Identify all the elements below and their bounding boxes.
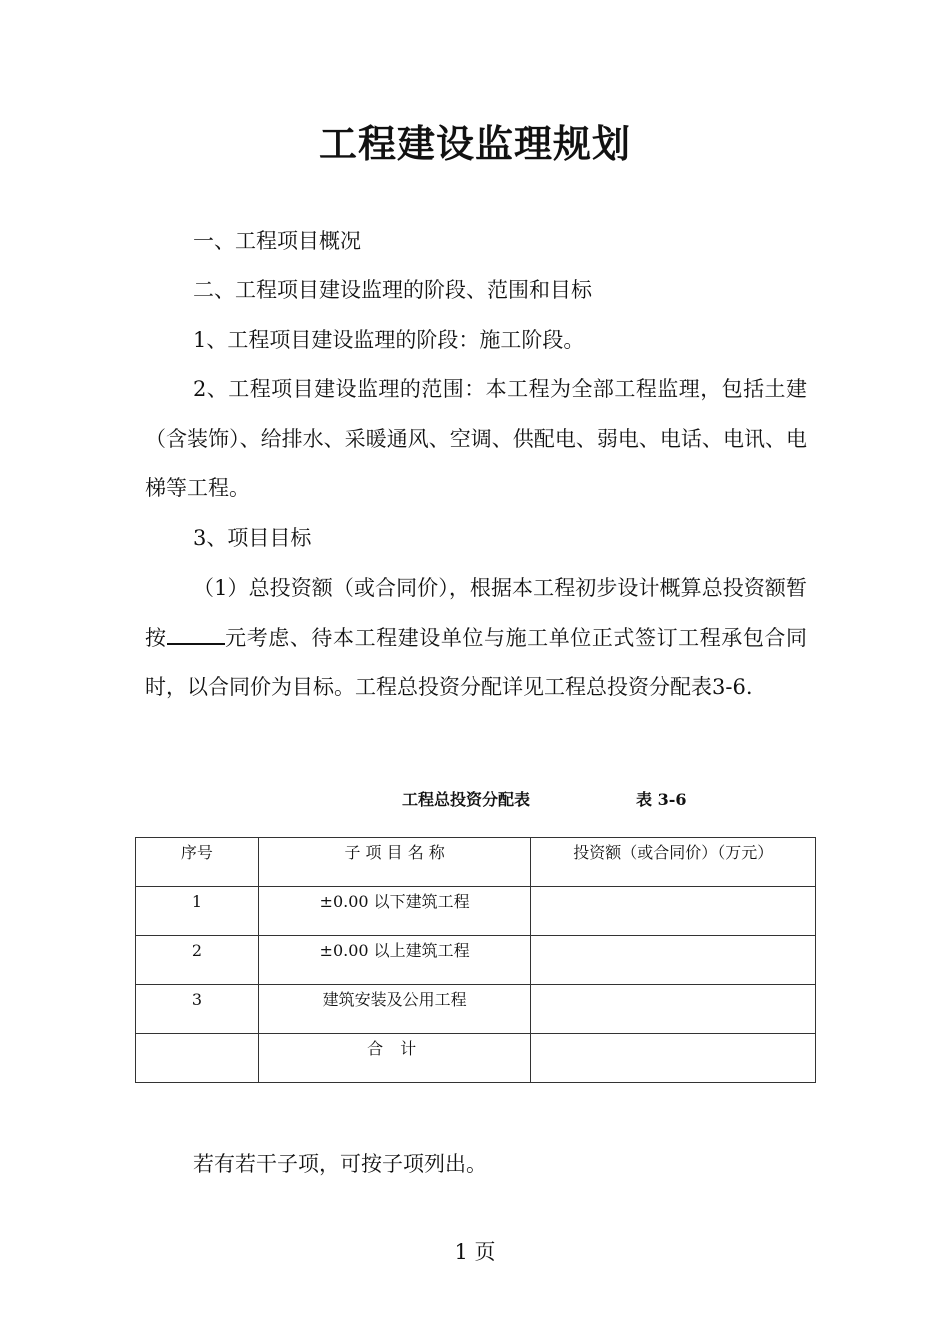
section-total-investment (145, 564, 807, 713)
row-investment-amount (531, 985, 816, 1034)
investment-text-before-blank: （1）总投资额（或合同价），根据本工程初步设计概算总投资额暂按 (145, 576, 807, 650)
total-investment-amount (531, 1034, 816, 1083)
page-number: 1 页 (454, 1240, 496, 1264)
header-serial-number: 序号 (136, 838, 259, 887)
table-caption-title: 工程总投资分配表 (402, 790, 531, 809)
row-investment-amount (531, 887, 816, 936)
table-caption-number: 表 3-6 (636, 790, 687, 809)
row-subproject-name: 建筑安装及公用工程 (258, 985, 531, 1034)
table-total-row (136, 1034, 816, 1083)
table-footnote: 若有若干子项，可按子项列出。 (193, 1152, 487, 1176)
investment-allocation-table (135, 837, 816, 1083)
section-supervision-stage: 1、工程项目建设监理的阶段：施工阶段。 (193, 328, 585, 352)
row-subproject-name: ±0.00 以上建筑工程 (258, 936, 531, 985)
total-label: 合 计 (258, 1034, 531, 1083)
header-investment-amount: 投资额（或合同价）（万元） (531, 838, 816, 887)
row-serial-number: 2 (136, 936, 259, 985)
table-header-row (136, 838, 816, 887)
row-serial-number: 3 (136, 985, 259, 1034)
amount-blank-line (167, 625, 225, 645)
section-project-goals: 3、项目目标 (193, 526, 312, 550)
table-row (136, 936, 816, 985)
row-subproject-name: ±0.00 以下建筑工程 (258, 887, 531, 936)
section-supervision-scope: 2、工程项目建设监理的范围：本工程为全部工程监理，包括土建（含装饰）、给排水、采暖通风、空调、供配电、弱电、电话、电讯、电梯等工程。 (145, 377, 807, 500)
investment-text-after-blank: 元考虑、待本工程建设单位与施工单位正式签订工程承包合同时，以合同价为目标。工程总投资分配详见工程总投资分配表3-6. (145, 625, 808, 699)
row-serial-number: 1 (136, 887, 259, 936)
row-investment-amount (531, 936, 816, 985)
document-title: 工程建设监理规划 (318, 121, 631, 166)
header-subproject-name: 子 项 目 名 称 (258, 838, 531, 887)
table-row (136, 887, 816, 936)
section-stage-scope-goals: 二、工程项目建设监理的阶段、范围和目标 (193, 278, 592, 302)
section-project-overview: 一、工程项目概况 (193, 229, 361, 253)
table-row (136, 985, 816, 1034)
total-serial-number (136, 1034, 259, 1083)
